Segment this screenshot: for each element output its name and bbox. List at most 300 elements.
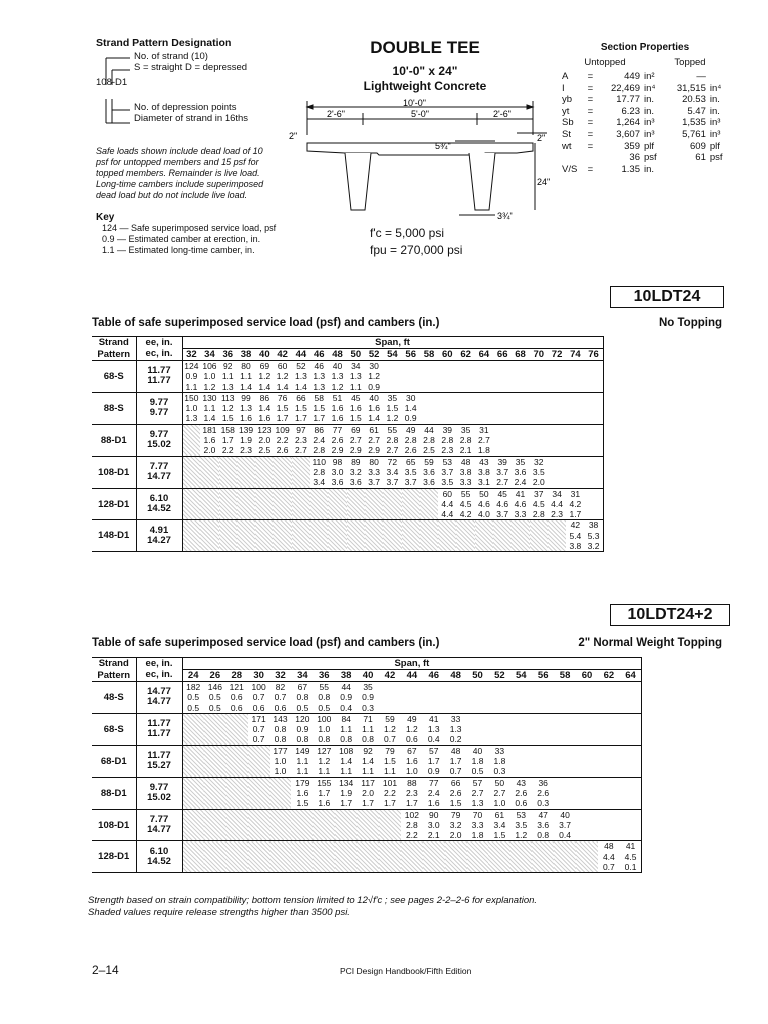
load-cell: [530, 488, 548, 520]
long-time-camber: 0.7: [384, 734, 396, 745]
empty-cell: [255, 488, 273, 520]
erection-camber: 2.8: [386, 435, 399, 446]
erection-camber: 2.7: [368, 435, 381, 446]
erection-camber: 2.8: [404, 435, 417, 446]
long-time-camber: 1.3: [185, 413, 198, 424]
table2-topping: 2" Normal Weight Topping: [578, 637, 722, 649]
erection-camber: 0.5: [187, 692, 200, 703]
empty-cell: [511, 361, 529, 393]
empty-cell: [438, 361, 456, 393]
erection-camber: 2.6: [537, 787, 550, 798]
load-cell: [255, 424, 273, 456]
empty-cell: [335, 841, 357, 873]
table-row: [92, 456, 603, 488]
property-cell: Sb: [562, 117, 574, 129]
ee-value: 9.77: [149, 429, 169, 441]
erection-camber: 1.4: [258, 403, 271, 414]
load-cell: [383, 392, 401, 424]
empty-cell: [219, 456, 237, 488]
strand-pattern: 128-D1: [92, 488, 136, 520]
erection-camber: 2.6: [515, 787, 528, 798]
long-time-camber: 1.4: [258, 381, 271, 392]
service-load: 177: [273, 745, 288, 756]
service-load: 80: [369, 456, 379, 467]
span-header: 60: [438, 349, 456, 361]
span-header: 32: [270, 670, 292, 682]
service-load: 101: [382, 777, 398, 788]
long-time-camber: 1.7: [340, 798, 353, 809]
dim-flange-left: 2": [289, 131, 298, 141]
service-load: 35: [363, 682, 373, 692]
ec-value: 14.77: [147, 824, 171, 835]
empty-cell: [383, 520, 401, 552]
erection-camber: 3.6: [514, 466, 527, 477]
property-cell: =: [587, 94, 594, 106]
erection-camber: 0.6: [230, 692, 243, 703]
load-cell: [357, 745, 379, 777]
legend-bracket-lines: [100, 55, 140, 145]
long-time-camber: 1.5: [221, 413, 234, 424]
header-strand: Strand: [92, 658, 136, 670]
service-load: 100: [251, 682, 266, 692]
eccentricity: [136, 361, 182, 393]
property-cell: 1,264: [616, 117, 640, 129]
header-pattern: Pattern: [92, 349, 136, 361]
service-load: 143: [273, 713, 288, 724]
load-cell: [438, 456, 456, 488]
dim-flange-right: 2": [537, 133, 546, 143]
empty-cell: [420, 520, 438, 552]
empty-cell: [310, 488, 328, 520]
service-load: 51: [332, 392, 343, 403]
span-header: 26: [204, 670, 226, 682]
ec-value: 14.77: [147, 471, 171, 483]
safe-load-notes: [96, 146, 316, 201]
erection-camber: 0.8: [296, 692, 309, 703]
section-properties: [560, 42, 730, 175]
long-time-camber: 1.7: [384, 798, 396, 809]
property-cell: 6.23: [621, 105, 640, 117]
service-load: 117: [361, 777, 375, 788]
load-cell: [488, 777, 510, 809]
span-header: 46: [310, 349, 328, 361]
empty-cell: [510, 713, 532, 745]
strand-pattern: 108-D1: [92, 809, 136, 841]
erection-camber: 4.5: [459, 498, 472, 509]
load-cell: [493, 456, 511, 488]
empty-cell: [566, 361, 584, 393]
load-cell: [511, 456, 529, 488]
service-load: 47: [538, 809, 548, 820]
erection-camber: 1.2: [276, 371, 289, 382]
load-cell: [438, 424, 456, 456]
service-load: 44: [424, 424, 434, 435]
legend-line-diameter: Diameter of strand in 16ths: [134, 113, 249, 124]
long-time-camber: 2.0: [532, 477, 545, 488]
load-cell: [237, 361, 255, 393]
table2-load-table: [92, 657, 642, 873]
empty-cell: [530, 424, 548, 456]
property-cell: 1,535: [682, 117, 706, 129]
eccentricity: [136, 745, 182, 777]
span-header: 36: [219, 349, 237, 361]
footer-line-strength: Strength based on strain compatibility; bottom tension limited to 12√f'c ; see pages 2-2–2-6 for explanation.: [88, 895, 538, 906]
long-time-camber: 2.7: [496, 477, 509, 488]
long-time-camber: 2.5: [258, 445, 271, 456]
empty-cell: [335, 809, 357, 841]
table-row: [92, 841, 642, 873]
property-cell: in³: [644, 128, 655, 140]
empty-cell: [554, 745, 576, 777]
erection-camber: 4.6: [514, 498, 527, 509]
empty-cell: [493, 392, 511, 424]
long-time-camber: 0.6: [252, 702, 265, 713]
empty-cell: [182, 713, 204, 745]
load-cell: [456, 488, 474, 520]
empty-cell: [420, 488, 438, 520]
load-cell: [383, 456, 401, 488]
service-load: 171: [251, 713, 266, 724]
erection-camber: 2.3: [405, 787, 418, 798]
load-cell: [335, 745, 357, 777]
service-load: 69: [351, 424, 361, 435]
long-time-camber: 0.5: [471, 766, 484, 777]
long-time-camber: 4.0: [477, 509, 490, 520]
service-load: 79: [450, 809, 461, 820]
service-load: 50: [494, 777, 505, 788]
long-time-camber: 2.5: [423, 445, 435, 456]
service-load: 45: [351, 392, 361, 403]
erection-camber: 1.4: [362, 756, 374, 767]
load-cell: [379, 713, 401, 745]
erection-camber: 2.4: [313, 435, 326, 446]
service-load: 37: [534, 488, 544, 499]
service-load: 67: [407, 745, 417, 756]
empty-cell: [204, 777, 226, 809]
load-cell: [493, 488, 511, 520]
legend-code: 108-D1: [96, 77, 128, 88]
load-cell: [456, 456, 474, 488]
erection-camber: 1.7: [318, 787, 331, 798]
load-cell: [328, 361, 346, 393]
long-time-camber: 1.4: [276, 381, 289, 392]
property-cell: [708, 71, 730, 83]
empty-cell: [310, 520, 328, 552]
table1-tag: 10LDT24: [610, 286, 724, 308]
empty-cell: [292, 488, 310, 520]
span-header: 52: [488, 670, 510, 682]
service-load: 82: [275, 682, 286, 692]
empty-cell: [445, 841, 467, 873]
long-time-camber: 1.6: [318, 798, 331, 809]
long-time-camber: 0.8: [362, 734, 374, 745]
service-load: 98: [332, 456, 343, 467]
long-time-camber: 2.1: [459, 445, 472, 456]
long-time-camber: 0.7: [449, 766, 462, 777]
long-time-camber: 0.7: [252, 734, 265, 745]
span-header: 64: [620, 670, 642, 682]
erection-camber: 1.2: [318, 756, 331, 767]
table-row: [92, 392, 603, 424]
erection-camber: 1.0: [203, 371, 216, 382]
strand-pattern: 148-D1: [92, 520, 136, 552]
load-cell: [510, 777, 532, 809]
load-cell: [273, 392, 291, 424]
erection-camber: 4.6: [496, 498, 509, 509]
load-cell: [182, 392, 200, 424]
empty-cell: [576, 713, 598, 745]
erection-camber: 1.5: [276, 403, 289, 414]
span-header: 62: [456, 349, 474, 361]
ee-value: 4.91: [149, 524, 169, 536]
erection-camber: 1.5: [384, 756, 396, 767]
service-load: 38: [588, 520, 599, 531]
empty-cell: [365, 488, 383, 520]
load-cell: [310, 392, 328, 424]
service-load: 67: [297, 682, 308, 692]
load-cell: [365, 392, 383, 424]
erection-camber: 2.0: [362, 787, 374, 798]
header-ee: ee, in.: [136, 658, 182, 670]
service-load: 55: [387, 424, 398, 435]
eccentricity: [136, 713, 182, 745]
property-cell: [664, 164, 708, 176]
load-cell: [488, 809, 510, 841]
empty-cell: [598, 777, 620, 809]
service-load: 66: [296, 392, 306, 403]
load-cell: [401, 809, 423, 841]
erection-camber: 3.2: [449, 819, 462, 830]
erection-camber: 2.8: [459, 435, 472, 446]
load-cell: [273, 361, 291, 393]
property-cell: wt: [562, 140, 572, 152]
empty-cell: [182, 777, 204, 809]
load-cell: [248, 682, 270, 714]
long-time-camber: 1.2: [203, 381, 216, 392]
erection-camber: 1.1: [240, 371, 252, 382]
empty-cell: [548, 392, 566, 424]
empty-cell: [226, 745, 248, 777]
long-time-camber: 3.6: [331, 477, 344, 488]
section-title: [340, 38, 510, 93]
empty-cell: [530, 520, 548, 552]
span-header: 54: [510, 670, 532, 682]
ec-value: 11.77: [147, 728, 171, 740]
load-cell: [357, 682, 379, 714]
long-time-camber: 0.8: [274, 734, 287, 745]
property-cell: plf: [709, 140, 720, 152]
service-load: 34: [552, 488, 562, 499]
service-load: 44: [341, 682, 351, 692]
table-row: [92, 520, 603, 552]
load-cell: [347, 456, 365, 488]
load-cell: [255, 361, 273, 393]
service-load: 92: [223, 361, 233, 371]
empty-cell: [237, 456, 255, 488]
load-cell: [182, 361, 200, 393]
empty-cell: [420, 361, 438, 393]
property-cell: 61: [695, 152, 706, 164]
long-time-camber: 3.4: [313, 477, 326, 488]
erection-camber: 0.8: [318, 692, 331, 703]
strand-pattern: 68-D1: [92, 745, 136, 777]
span-header: 56: [532, 670, 554, 682]
span-header: 66: [493, 349, 511, 361]
service-load: 48: [450, 745, 461, 756]
span-header: 44: [401, 670, 423, 682]
page-number: 2–14: [92, 963, 119, 977]
properties-table: [560, 71, 730, 175]
erection-camber: 3.5: [532, 466, 545, 477]
empty-cell: [488, 841, 510, 873]
empty-cell: [598, 682, 620, 714]
empty-cell: [548, 520, 566, 552]
span-header: 58: [420, 349, 438, 361]
long-time-camber: 3.3: [514, 509, 527, 520]
empty-cell: [292, 520, 310, 552]
long-time-camber: 1.7: [295, 413, 307, 424]
erection-camber: 1.6: [405, 756, 418, 767]
table2-tag: 10LDT24+2: [610, 604, 730, 626]
load-cell: [291, 682, 313, 714]
note-line: psf for untopped members and 15 psf for: [96, 157, 259, 167]
erection-camber: 0.7: [252, 692, 265, 703]
property-cell: in⁴: [709, 82, 722, 94]
empty-cell: [493, 361, 511, 393]
service-load: 89: [351, 456, 361, 467]
erection-camber: 3.8: [459, 466, 472, 477]
load-cell: [402, 392, 420, 424]
span-header: 24: [182, 670, 204, 682]
empty-cell: [510, 682, 532, 714]
long-time-camber: 2.7: [295, 445, 307, 456]
table-row: [92, 361, 603, 393]
long-time-camber: 0.3: [537, 798, 550, 809]
long-time-camber: 1.6: [427, 798, 440, 809]
empty-cell: [620, 745, 642, 777]
empty-cell: [347, 520, 365, 552]
service-load: 31: [570, 488, 581, 499]
long-time-camber: 3.6: [349, 477, 362, 488]
erection-camber: 1.4: [340, 756, 353, 767]
service-load: 40: [560, 809, 570, 820]
service-load: 58: [314, 392, 324, 403]
span-header: 42: [273, 349, 291, 361]
legend-heading: Strand Pattern Designation: [96, 37, 232, 49]
empty-cell: [204, 841, 226, 873]
long-time-camber: 0.8: [340, 734, 353, 745]
empty-cell: [200, 456, 218, 488]
empty-cell: [182, 424, 200, 456]
eccentricity: [136, 520, 182, 552]
erection-camber: 3.5: [515, 819, 528, 830]
long-time-camber: 4.2: [459, 509, 472, 520]
empty-cell: [273, 520, 291, 552]
service-load: 113: [220, 392, 235, 403]
header-span: Span, ft: [394, 658, 430, 669]
erection-camber: 3.6: [537, 819, 550, 830]
erection-camber: 1.8: [493, 756, 506, 767]
property-cell: A: [562, 71, 569, 82]
empty-cell: [548, 424, 566, 456]
erection-camber: 1.6: [203, 435, 216, 446]
empty-cell: [379, 841, 401, 873]
empty-cell: [365, 520, 383, 552]
empty-cell: [357, 809, 379, 841]
erection-camber: 3.7: [441, 466, 454, 477]
service-load: 106: [202, 361, 217, 371]
ec-value: 15.02: [147, 439, 171, 451]
property-cell: psf: [644, 152, 657, 164]
load-cell: [347, 361, 365, 393]
long-time-camber: 0.7: [602, 862, 615, 873]
table1-wrap: [92, 336, 604, 552]
erection-camber: 4.5: [532, 498, 545, 509]
empty-cell: [379, 682, 401, 714]
empty-cell: [438, 520, 456, 552]
service-load: 39: [442, 424, 453, 435]
erection-camber: 1.2: [384, 724, 396, 735]
ec-value: 15.27: [147, 760, 171, 772]
table-row: [92, 488, 603, 520]
empty-cell: [237, 520, 255, 552]
erection-camber: 1.4: [404, 403, 417, 414]
long-time-camber: 1.5: [349, 413, 362, 424]
load-cell: [347, 392, 365, 424]
service-load: 53: [516, 809, 527, 820]
empty-cell: [532, 682, 554, 714]
service-load: 179: [295, 777, 310, 788]
load-cell: [357, 713, 379, 745]
load-cell: [598, 841, 620, 873]
service-load: 79: [385, 745, 395, 756]
empty-cell: [554, 713, 576, 745]
span-header: 68: [511, 349, 529, 361]
empty-cell: [401, 841, 423, 873]
erection-camber: 1.6: [296, 787, 309, 798]
ec-value: 15.02: [147, 792, 171, 804]
load-cell: [401, 713, 423, 745]
empty-cell: [467, 713, 489, 745]
span-header: 76: [585, 349, 604, 361]
strand-pattern: 128-D1: [92, 841, 136, 873]
load-cell: [532, 809, 554, 841]
service-load: 99: [241, 392, 251, 403]
span-header: 72: [548, 349, 566, 361]
erection-camber: 1.6: [349, 403, 362, 414]
long-time-camber: 4.4: [441, 509, 454, 520]
service-load: 90: [429, 809, 439, 820]
property-cell: in²: [644, 71, 655, 82]
service-load: 150: [184, 392, 199, 403]
long-time-camber: 1.8: [477, 445, 490, 456]
empty-cell: [493, 424, 511, 456]
empty-cell: [182, 841, 204, 873]
empty-cell: [292, 456, 310, 488]
property-cell: 5.47: [687, 105, 706, 117]
span-header: 56: [402, 349, 420, 361]
property-cell: [708, 164, 730, 176]
key-block: [96, 212, 316, 256]
long-time-camber: 1.0: [405, 766, 418, 777]
service-load: 66: [450, 777, 461, 788]
load-cell: [554, 809, 576, 841]
empty-cell: [467, 841, 489, 873]
span-header: 34: [200, 349, 218, 361]
erection-camber: 1.3: [313, 371, 326, 382]
erection-camber: 1.1: [340, 724, 353, 735]
span-header: 58: [554, 670, 576, 682]
